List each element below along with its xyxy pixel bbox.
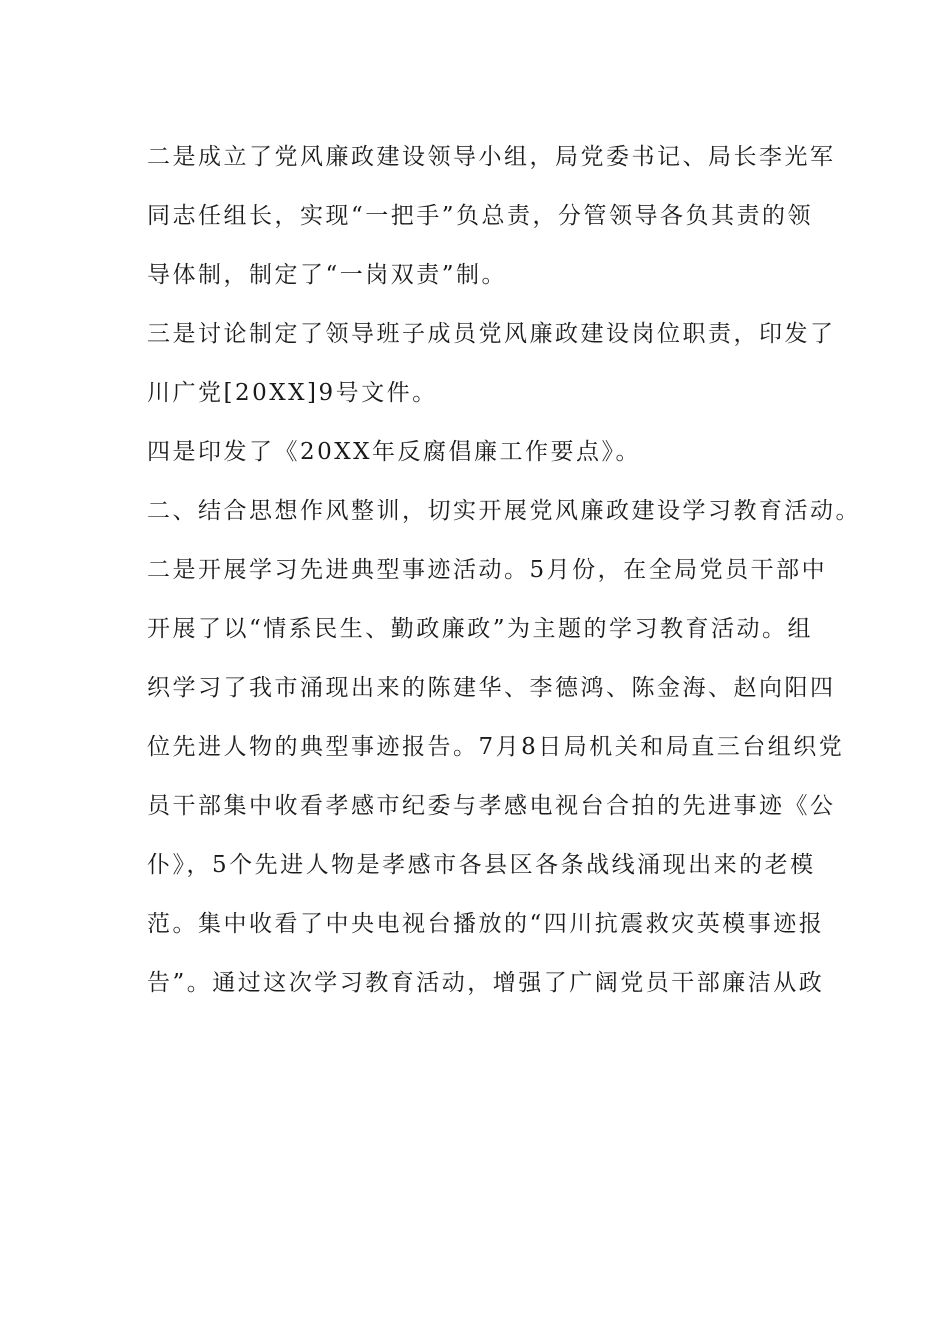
body-line: 二是开展学习先进典型事迹活动。5月份，在全局党员干部中 [147, 557, 828, 583]
body-line: 川广党[20XX]9号文件。 [147, 380, 438, 406]
body-line: 开展了以“情系民生、勤政廉政”为主题的学习教育活动。组 [147, 616, 814, 642]
body-line: 仆》，5个先进人物是孝感市各县区各条战线涌现出来的老模 [147, 852, 816, 878]
body-line: 员干部集中收看孝感市纪委与孝感电视台合拍的先进事迹《公 [147, 793, 836, 819]
body-line: 二、结合思想作风整训，切实开展党风廉政建设学习教育活动。 [147, 498, 861, 524]
body-line: 四是印发了《20XX年反腐倡廉工作要点》。 [147, 439, 642, 465]
body-line: 位先进人物的典型事迹报告。7月8日局机关和局直三台组织党 [147, 734, 845, 760]
body-line: 织学习了我市涌现出来的陈建华、李德鸿、陈金海、赵向阳四 [147, 675, 836, 701]
body-line: 同志任组长，实现“一把手”负总责，分管领导各负其责的领 [147, 203, 814, 229]
body-line: 三是讨论制定了领导班子成员党风廉政建设岗位职责，印发了 [147, 321, 836, 347]
document-body [147, 128, 861, 1013]
body-line: 二是成立了党风廉政建设领导小组，局党委书记、局长李光军 [147, 144, 836, 170]
body-line: 导体制，制定了“一岗双责”制。 [147, 262, 508, 288]
body-line: 范。集中收看了中央电视台播放的“四川抗震救灾英模事迹报 [147, 911, 825, 937]
body-line: 告”。通过这次学习教育活动，增强了广阔党员干部廉洁从政 [147, 970, 825, 996]
